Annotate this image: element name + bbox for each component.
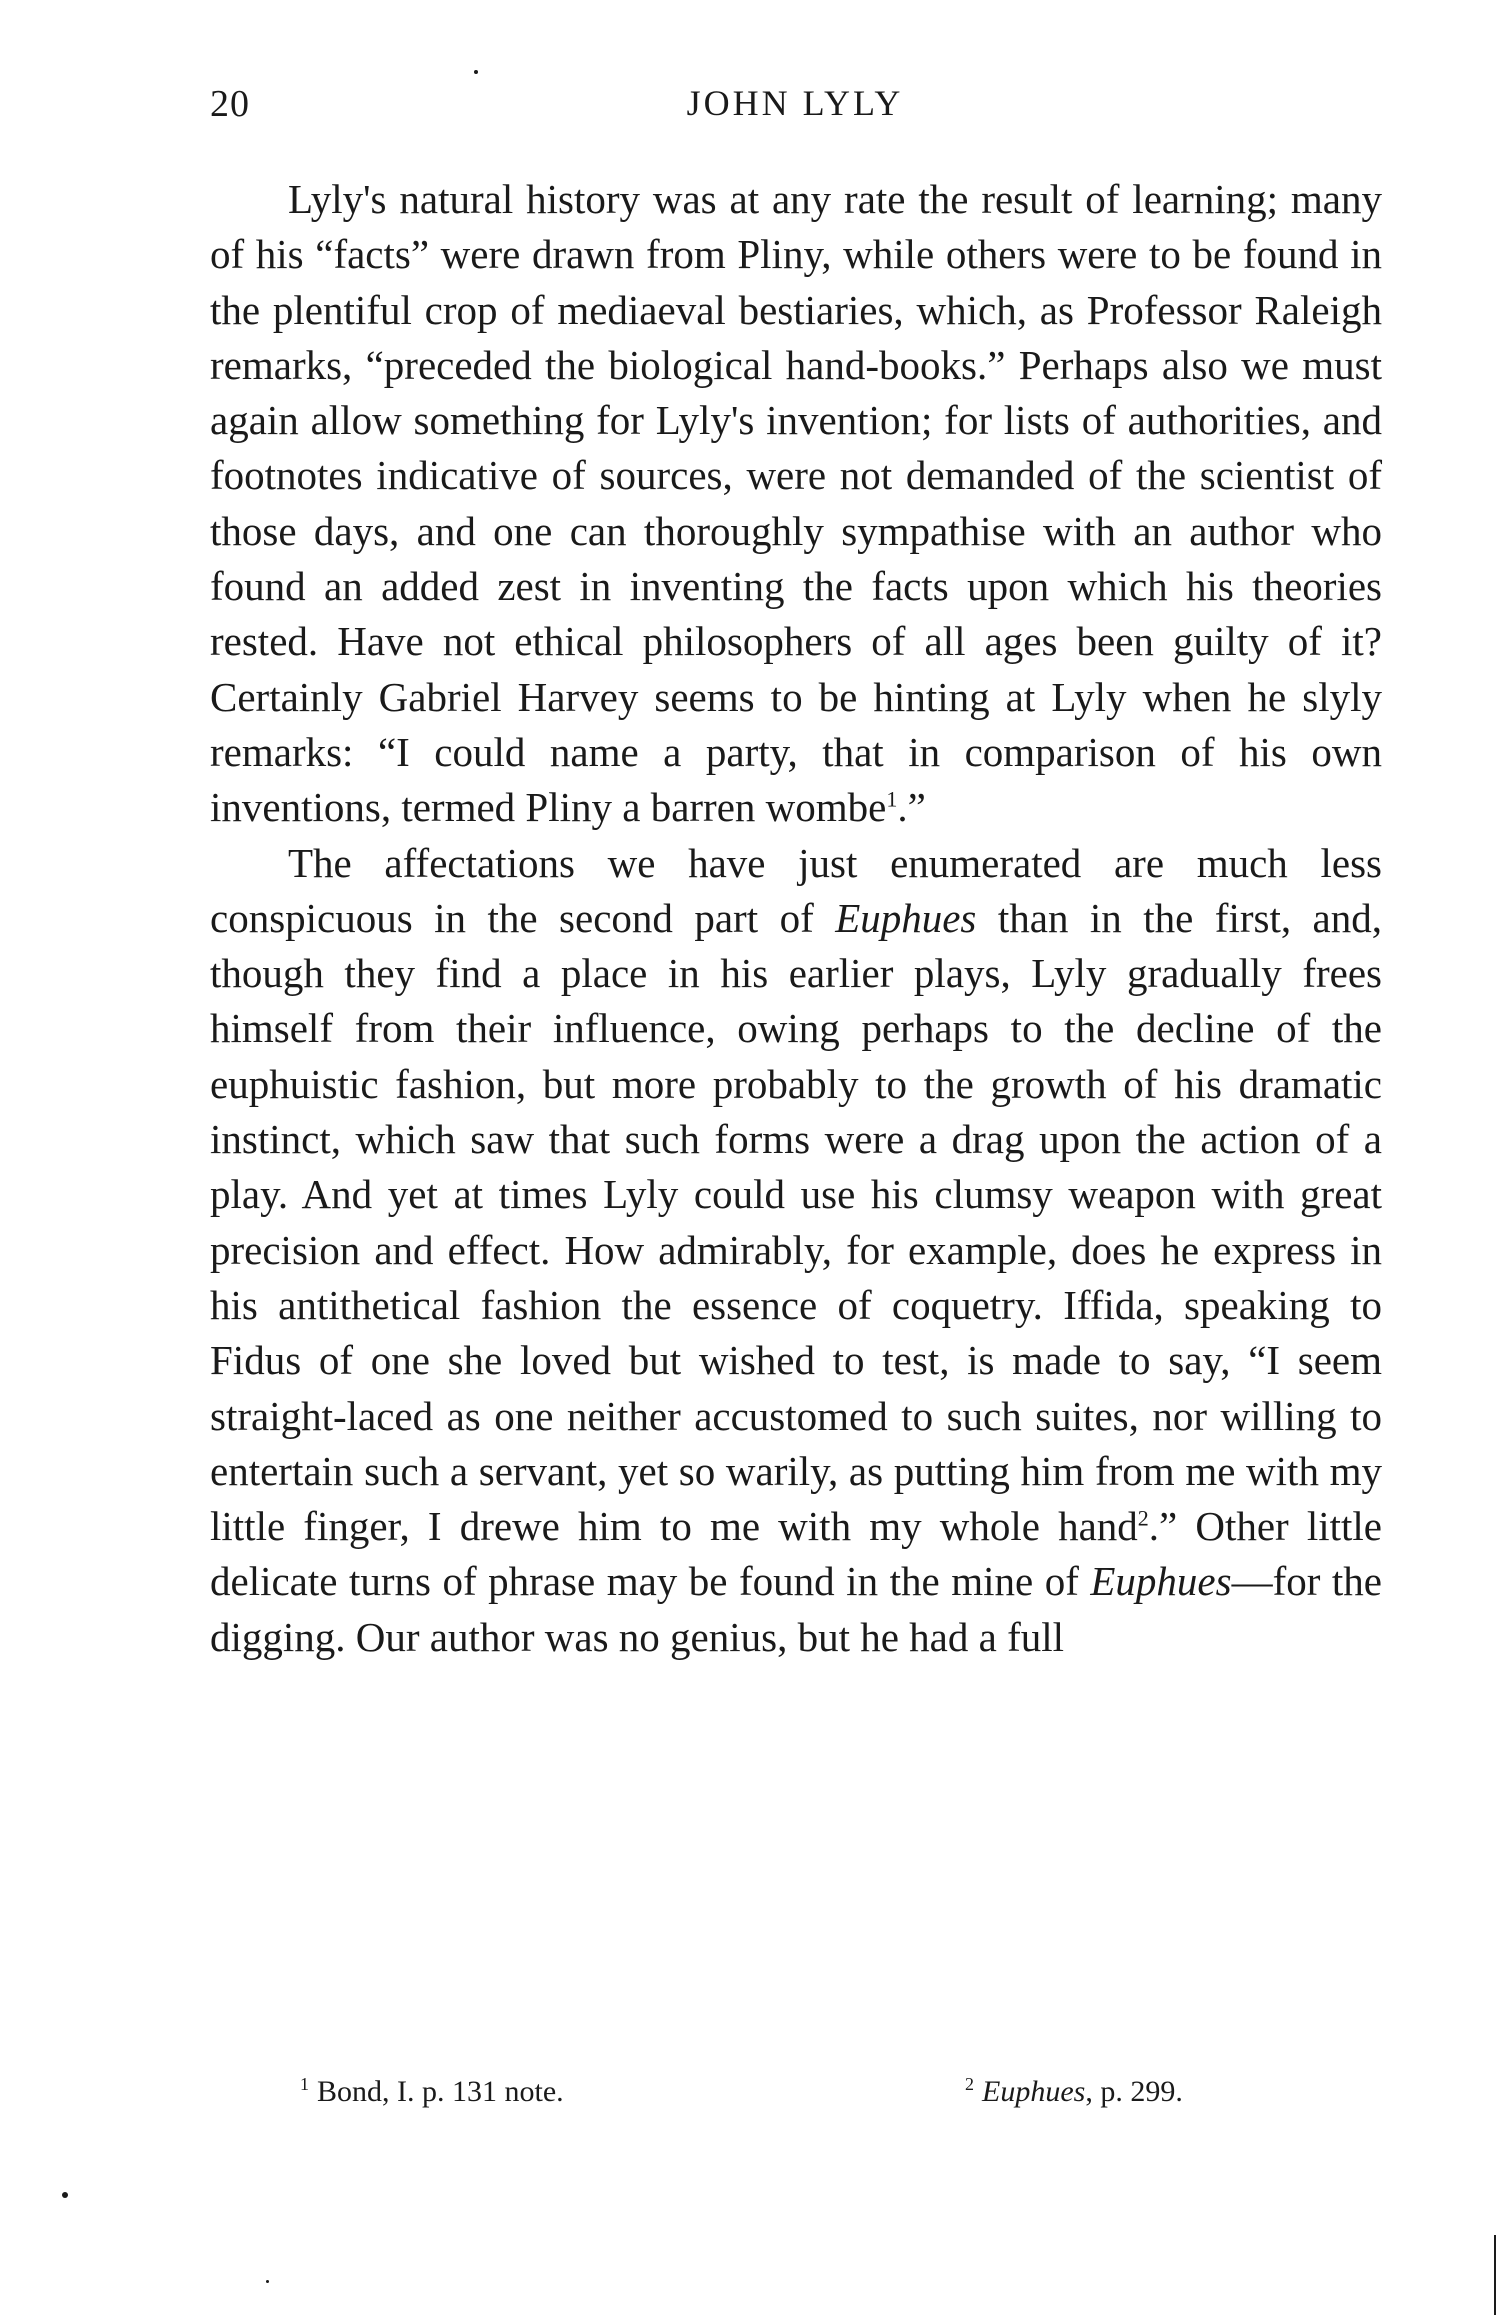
footnote-2 — [965, 2075, 1183, 2109]
footnote-ref-2: 2 — [1137, 1505, 1149, 1531]
paragraph-2-text-b: than in the first, and, though they find a place in his earlier plays, Lyly gradually frees himself from their influence, owing perhaps to the decline of the euphuistic fashion, but more probably to the growth of his dramatic instinct, which saw that such forms were a drag upon the action of a play. And yet at times Lyly could use his clumsy weapon with great precision and effect. How admirably, for example, does he express in his antithetical fashion the essence of coquetry. Iffida, speaking to Fidus of one she loved but wished to test, is made to say, “I seem straight-laced as one neither accustomed to such suites, nor willing to entertain such a servant, yet so warily, as putting him from me with my little finger, I drewe him to me with my whole hand — [210, 894, 1382, 1550]
paragraph-1-close: .” — [897, 784, 926, 831]
paragraph-2 — [210, 836, 1382, 1665]
work-title-euphues: Euphues — [835, 894, 977, 941]
ink-speck — [62, 2192, 68, 2198]
body-text — [210, 172, 1382, 1665]
paragraph-2-text-d: —for the digging. Our author was no genius, but he had a full — [210, 1558, 1382, 1660]
footnote-2-text: , p. 299. — [1085, 2075, 1183, 2108]
paragraph-1 — [210, 172, 1382, 836]
paragraph-1-text: Lyly's natural history was at any rate the result of learning; many of his “facts” were drawn from Pliny, while others were to be found in the plentiful crop of mediaeval bestiaries, which, as Professor Raleigh remarks, “preceded the biological hand-books.” Perhaps also we must again allow something for Lyly's invention; for lists of authorities, and footnotes indicative of sources, were not demanded of the scientist of those days, and one can thoroughly sympathise with an author who found an added zest in inventing the facts upon which his theories rested. Have not ethical philosophers of all ages been guilty of it? Certainly Gabriel Harvey seems to be hinting at Lyly when he slyly remarks: “I could name a party, that in comparison of his own inventions, termed Pliny a barren wombe — [210, 176, 1382, 831]
footnote-1 — [300, 2075, 564, 2109]
footnote-2-title: Euphues — [982, 2075, 1086, 2108]
footnotes — [210, 2075, 1382, 2125]
footnote-1-number: 1 — [300, 2074, 309, 2094]
footnote-1-text: Bond, I. p. 131 note. — [317, 2075, 564, 2108]
running-head — [210, 82, 1380, 142]
ink-speck — [474, 70, 478, 74]
footnote-2-number: 2 — [965, 2074, 974, 2094]
paragraph-2-text-a: The affectations we have just enumerated are much less conspicuous in the second part of — [210, 839, 1382, 941]
footnote-ref-1: 1 — [886, 786, 898, 812]
ink-speck — [266, 2280, 269, 2283]
paragraph-2-text-c: .” Other little delicate turns of phrase may be found in the mine of — [210, 1503, 1382, 1605]
running-title: JOHN LYLY — [686, 83, 904, 123]
work-title-euphues-2: Euphues — [1090, 1558, 1232, 1605]
ink-speck — [1494, 2235, 1496, 2315]
page-number: 20 — [210, 83, 250, 125]
